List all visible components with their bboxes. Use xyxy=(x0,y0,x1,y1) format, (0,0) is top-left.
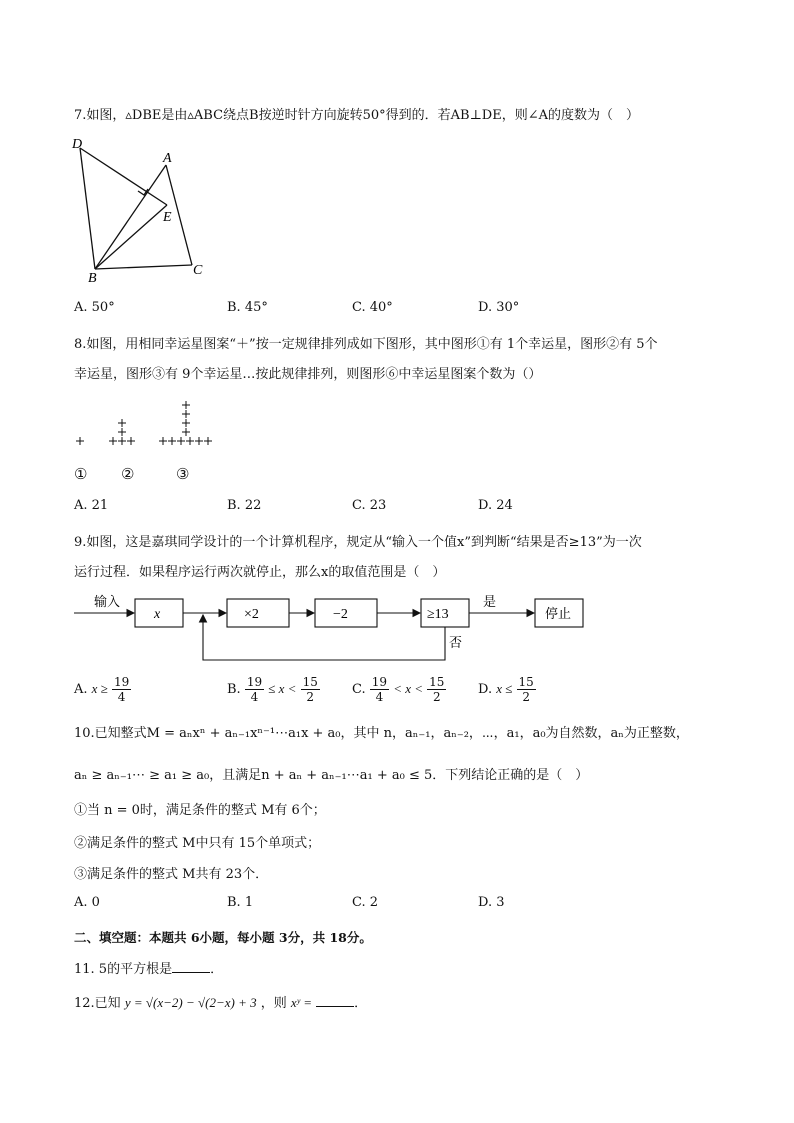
q10-stem-line1: 10.已知整式M = aₙxⁿ + aₙ₋₁xⁿ⁻¹⋯a₁x + a₀，其中 n，aₙ₋₁，aₙ₋₂，⋯，a₁，a₀为自然数，aₙ为正整数， xyxy=(74,726,689,741)
pattern-3 xyxy=(159,401,212,445)
q9-option-b[interactable]: B. $\frac{19}{4}$ ≤ x < $\frac{15}{2}$ xyxy=(227,675,318,704)
q7-triangle-figure xyxy=(70,134,230,284)
q8-figure-label-1: ① xyxy=(74,465,88,483)
q7-option-a[interactable]: A. 50° xyxy=(74,300,115,315)
q10-statement-1: ①当 n = 0时，满足条件的整式 M有 6个； xyxy=(74,803,326,818)
label-B: B xyxy=(88,271,97,284)
q8-star-pattern-figure xyxy=(72,395,222,450)
fraction: $\frac{15}{2}$ xyxy=(518,675,534,704)
q9-stem-line2: 运行过程．如果程序运行两次就停止，那么x的取值范围是（ ） xyxy=(74,565,446,580)
section-2-heading: 二、填空题：本题共 6小题，每小题 3分，共 18分。 xyxy=(74,930,372,945)
q11-answer-blank[interactable] xyxy=(172,960,210,973)
flow-box-times2-text: ×2 xyxy=(244,607,259,622)
q12-answer-blank[interactable] xyxy=(316,994,354,1007)
fraction: $\frac{15}{2}$ xyxy=(302,675,318,704)
q8-option-b[interactable]: B. 22 xyxy=(227,498,262,513)
q10-option-c[interactable]: C. 2 xyxy=(352,895,379,910)
flow-no-label: 否 xyxy=(449,635,463,650)
q9-stem-line1: 9.如图，这是嘉琪同学设计的一个计算机程序，规定从“输入一个值x”到判断“结果是否≥13”为一次 xyxy=(74,535,642,550)
q7-option-c[interactable]: C. 40° xyxy=(352,300,393,315)
label-D: D xyxy=(72,137,83,152)
q7-option-d[interactable]: D. 30° xyxy=(478,300,520,315)
q10-stem-line2: aₙ ≥ aₙ₋₁⋯ ≥ a₁ ≥ a₀，且满足n + aₙ + aₙ₋₁⋯a₁ + a₀ ≤ 5．下列结论正确的是（ ） xyxy=(74,768,589,783)
q11: 11. 5的平方根是 ． xyxy=(74,962,224,977)
flow-box-minus2-text: −2 xyxy=(333,607,348,622)
q9-flowchart xyxy=(72,590,592,665)
q10-statement-3: ③满足条件的整式 M共有 23个． xyxy=(74,867,269,882)
q10-option-b[interactable]: B. 1 xyxy=(227,895,254,910)
q8-option-d[interactable]: D. 24 xyxy=(478,498,513,513)
label-E: E xyxy=(163,210,172,225)
q8-option-a[interactable]: A. 21 xyxy=(74,498,109,513)
fraction: $\frac{19}{4}$ xyxy=(371,675,388,704)
flow-box-x-text: x xyxy=(154,607,161,622)
label-C: C xyxy=(193,263,203,278)
fraction: $\frac{19}{4}$ xyxy=(113,675,130,704)
q9-option-a[interactable]: A. x ≥ $\frac{19}{4}$ xyxy=(74,675,130,704)
flow-box-condition-text: ≥13 xyxy=(427,607,449,622)
fraction: $\frac{15}{2}$ xyxy=(429,675,445,704)
q7-stem: 7.如图，▵DBE是由▵ABC绕点B按逆时针方向旋转50°得到的．若AB⊥DE，则∠A的度数为（ ） xyxy=(74,108,640,123)
q8-option-c[interactable]: C. 23 xyxy=(352,498,387,513)
q8-figure-label-2: ② xyxy=(121,465,135,483)
pattern-1 xyxy=(76,437,84,445)
q12: 12.已知 y = √(x−2) − √(2−x) + 3 ，则 xʸ = ． xyxy=(74,995,368,1011)
flow-input-label: 输入 xyxy=(94,594,121,609)
label-A: A xyxy=(163,151,172,166)
q9-option-c[interactable]: C. $\frac{19}{4}$ < x < $\frac{15}{2}$ xyxy=(352,675,445,704)
q10-option-a[interactable]: A. 0 xyxy=(74,895,100,910)
q10-statement-2: ②满足条件的整式 M中只有 15个单项式； xyxy=(74,836,321,851)
fraction: $\frac{19}{4}$ xyxy=(246,675,263,704)
q9-option-d[interactable]: D. x ≤ $\frac{15}{2}$ xyxy=(478,675,534,704)
pattern-2 xyxy=(109,419,135,445)
flow-box-stop-text: 停止 xyxy=(545,606,572,621)
q8-stem-line2: 幸运星，图形③有 9个幸运星…按此规律排列，则图形⑥中幸运星图案个数为（） xyxy=(74,367,542,382)
flow-yes-label: 是 xyxy=(483,594,497,609)
q7-option-b[interactable]: B. 45° xyxy=(227,300,268,315)
q10-option-d[interactable]: D. 3 xyxy=(478,895,505,910)
q8-stem-line1: 8.如图，用相同幸运星图案“＋”按一定规律排列成如下图形，其中图形①有 1个幸运星，图形②有 5个 xyxy=(74,337,658,352)
q8-figure-label-3: ③ xyxy=(176,465,190,483)
